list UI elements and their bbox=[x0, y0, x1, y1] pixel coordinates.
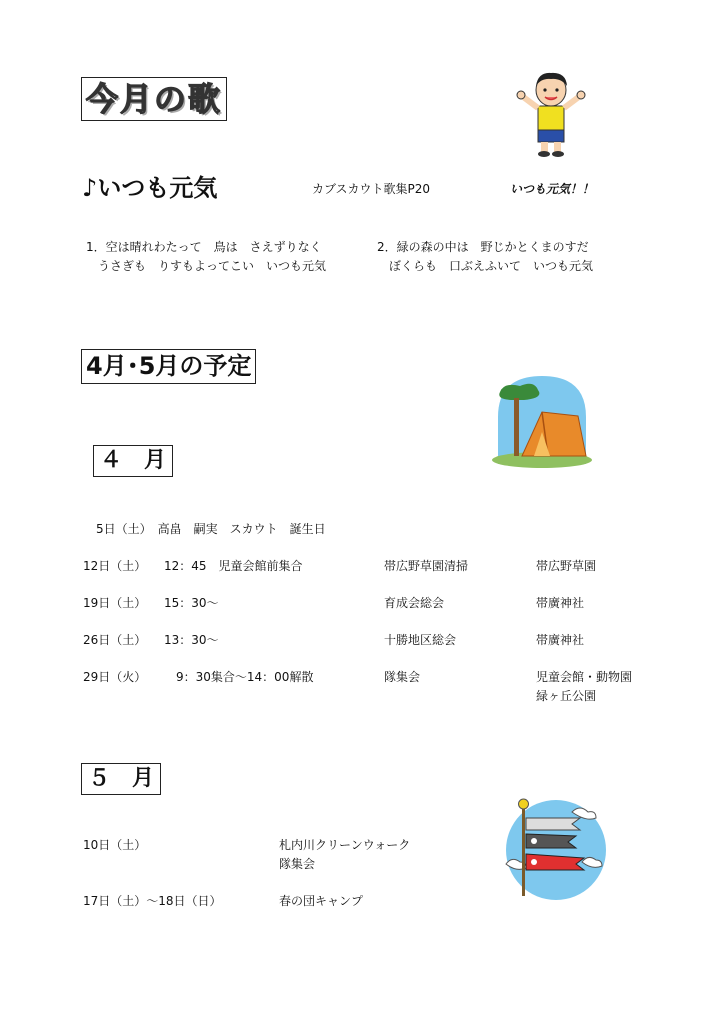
may-row-2-event: 春の団キャンプ bbox=[279, 894, 364, 908]
april-row-4-place-2: 緑ヶ丘公園 bbox=[536, 689, 597, 703]
may-row-2 bbox=[0, 892, 723, 912]
may-heading: ５ 月 bbox=[81, 763, 161, 795]
verse-1-line-2: うさぎも りすもよってこい いつも元気 bbox=[86, 259, 327, 273]
april-row-4 bbox=[0, 668, 723, 708]
april-row-2-time: 15：30～ bbox=[164, 596, 219, 610]
april-heading: ４ 月 bbox=[93, 445, 173, 477]
april-row-3 bbox=[0, 631, 723, 651]
verse-2-line-2: ぼくらも 口ぶえふいて いつも元気 bbox=[377, 259, 594, 273]
april-row-4-time: 9：30集合～14：00解散 bbox=[176, 670, 314, 684]
verse-1 bbox=[86, 238, 326, 276]
april-row-2 bbox=[0, 594, 723, 614]
song-title: ♪いつも元気 bbox=[82, 174, 218, 202]
may-row-2-date: 17日（土）～18日（日） bbox=[83, 894, 222, 908]
april-row-4-place: 児童会館・動物園 bbox=[536, 670, 633, 684]
may-row-1-date: 10日（土） bbox=[83, 838, 147, 852]
schedule-heading: 4月･5月の予定 bbox=[81, 349, 256, 384]
april-row-1 bbox=[0, 557, 723, 577]
april-row-2-date: 19日（土） bbox=[83, 596, 147, 610]
april-row-3-date: 26日（土） bbox=[83, 633, 147, 647]
song-section-heading: 今月の歌 bbox=[81, 77, 227, 121]
april-row-1-date: 12日（土） bbox=[83, 559, 147, 573]
verse-1-line-1: 1．空は晴れわたって 鳥は さえずりなく bbox=[86, 240, 322, 254]
april-birthday-line: 5日（土） 高畠 嗣実 スカウト 誕生日 bbox=[96, 522, 326, 536]
scout-boy-illustration bbox=[514, 68, 588, 158]
april-row-1-place: 帯広野草園 bbox=[536, 559, 597, 573]
verse-2 bbox=[377, 238, 593, 276]
april-row-2-place: 帯廣神社 bbox=[536, 596, 585, 610]
may-row-1-event: 札内川クリーンウォーク bbox=[279, 838, 411, 852]
april-row-4-event: 隊集会 bbox=[384, 670, 421, 684]
songbook-reference: カブスカウト歌集P20 bbox=[312, 182, 431, 196]
april-row-4-date: 29日（火） bbox=[83, 670, 147, 684]
april-row-3-event: 十勝地区総会 bbox=[384, 633, 457, 647]
verse-2-line-1: 2．緑の森の中は 野じかとくまのすだ bbox=[377, 240, 589, 254]
april-row-1-time: 12：45 児童会館前集合 bbox=[164, 559, 303, 573]
april-row-3-place: 帯廣神社 bbox=[536, 633, 585, 647]
tent-illustration bbox=[490, 372, 594, 468]
may-row-1-event-2: 隊集会 bbox=[279, 857, 316, 871]
april-row-2-event: 育成会総会 bbox=[384, 596, 445, 610]
april-row-1-event: 帯広野草園清掃 bbox=[384, 559, 469, 573]
april-row-3-time: 13：30～ bbox=[164, 633, 219, 647]
may-row-1 bbox=[0, 836, 723, 876]
song-badge: いつも元気！！ bbox=[510, 182, 595, 196]
